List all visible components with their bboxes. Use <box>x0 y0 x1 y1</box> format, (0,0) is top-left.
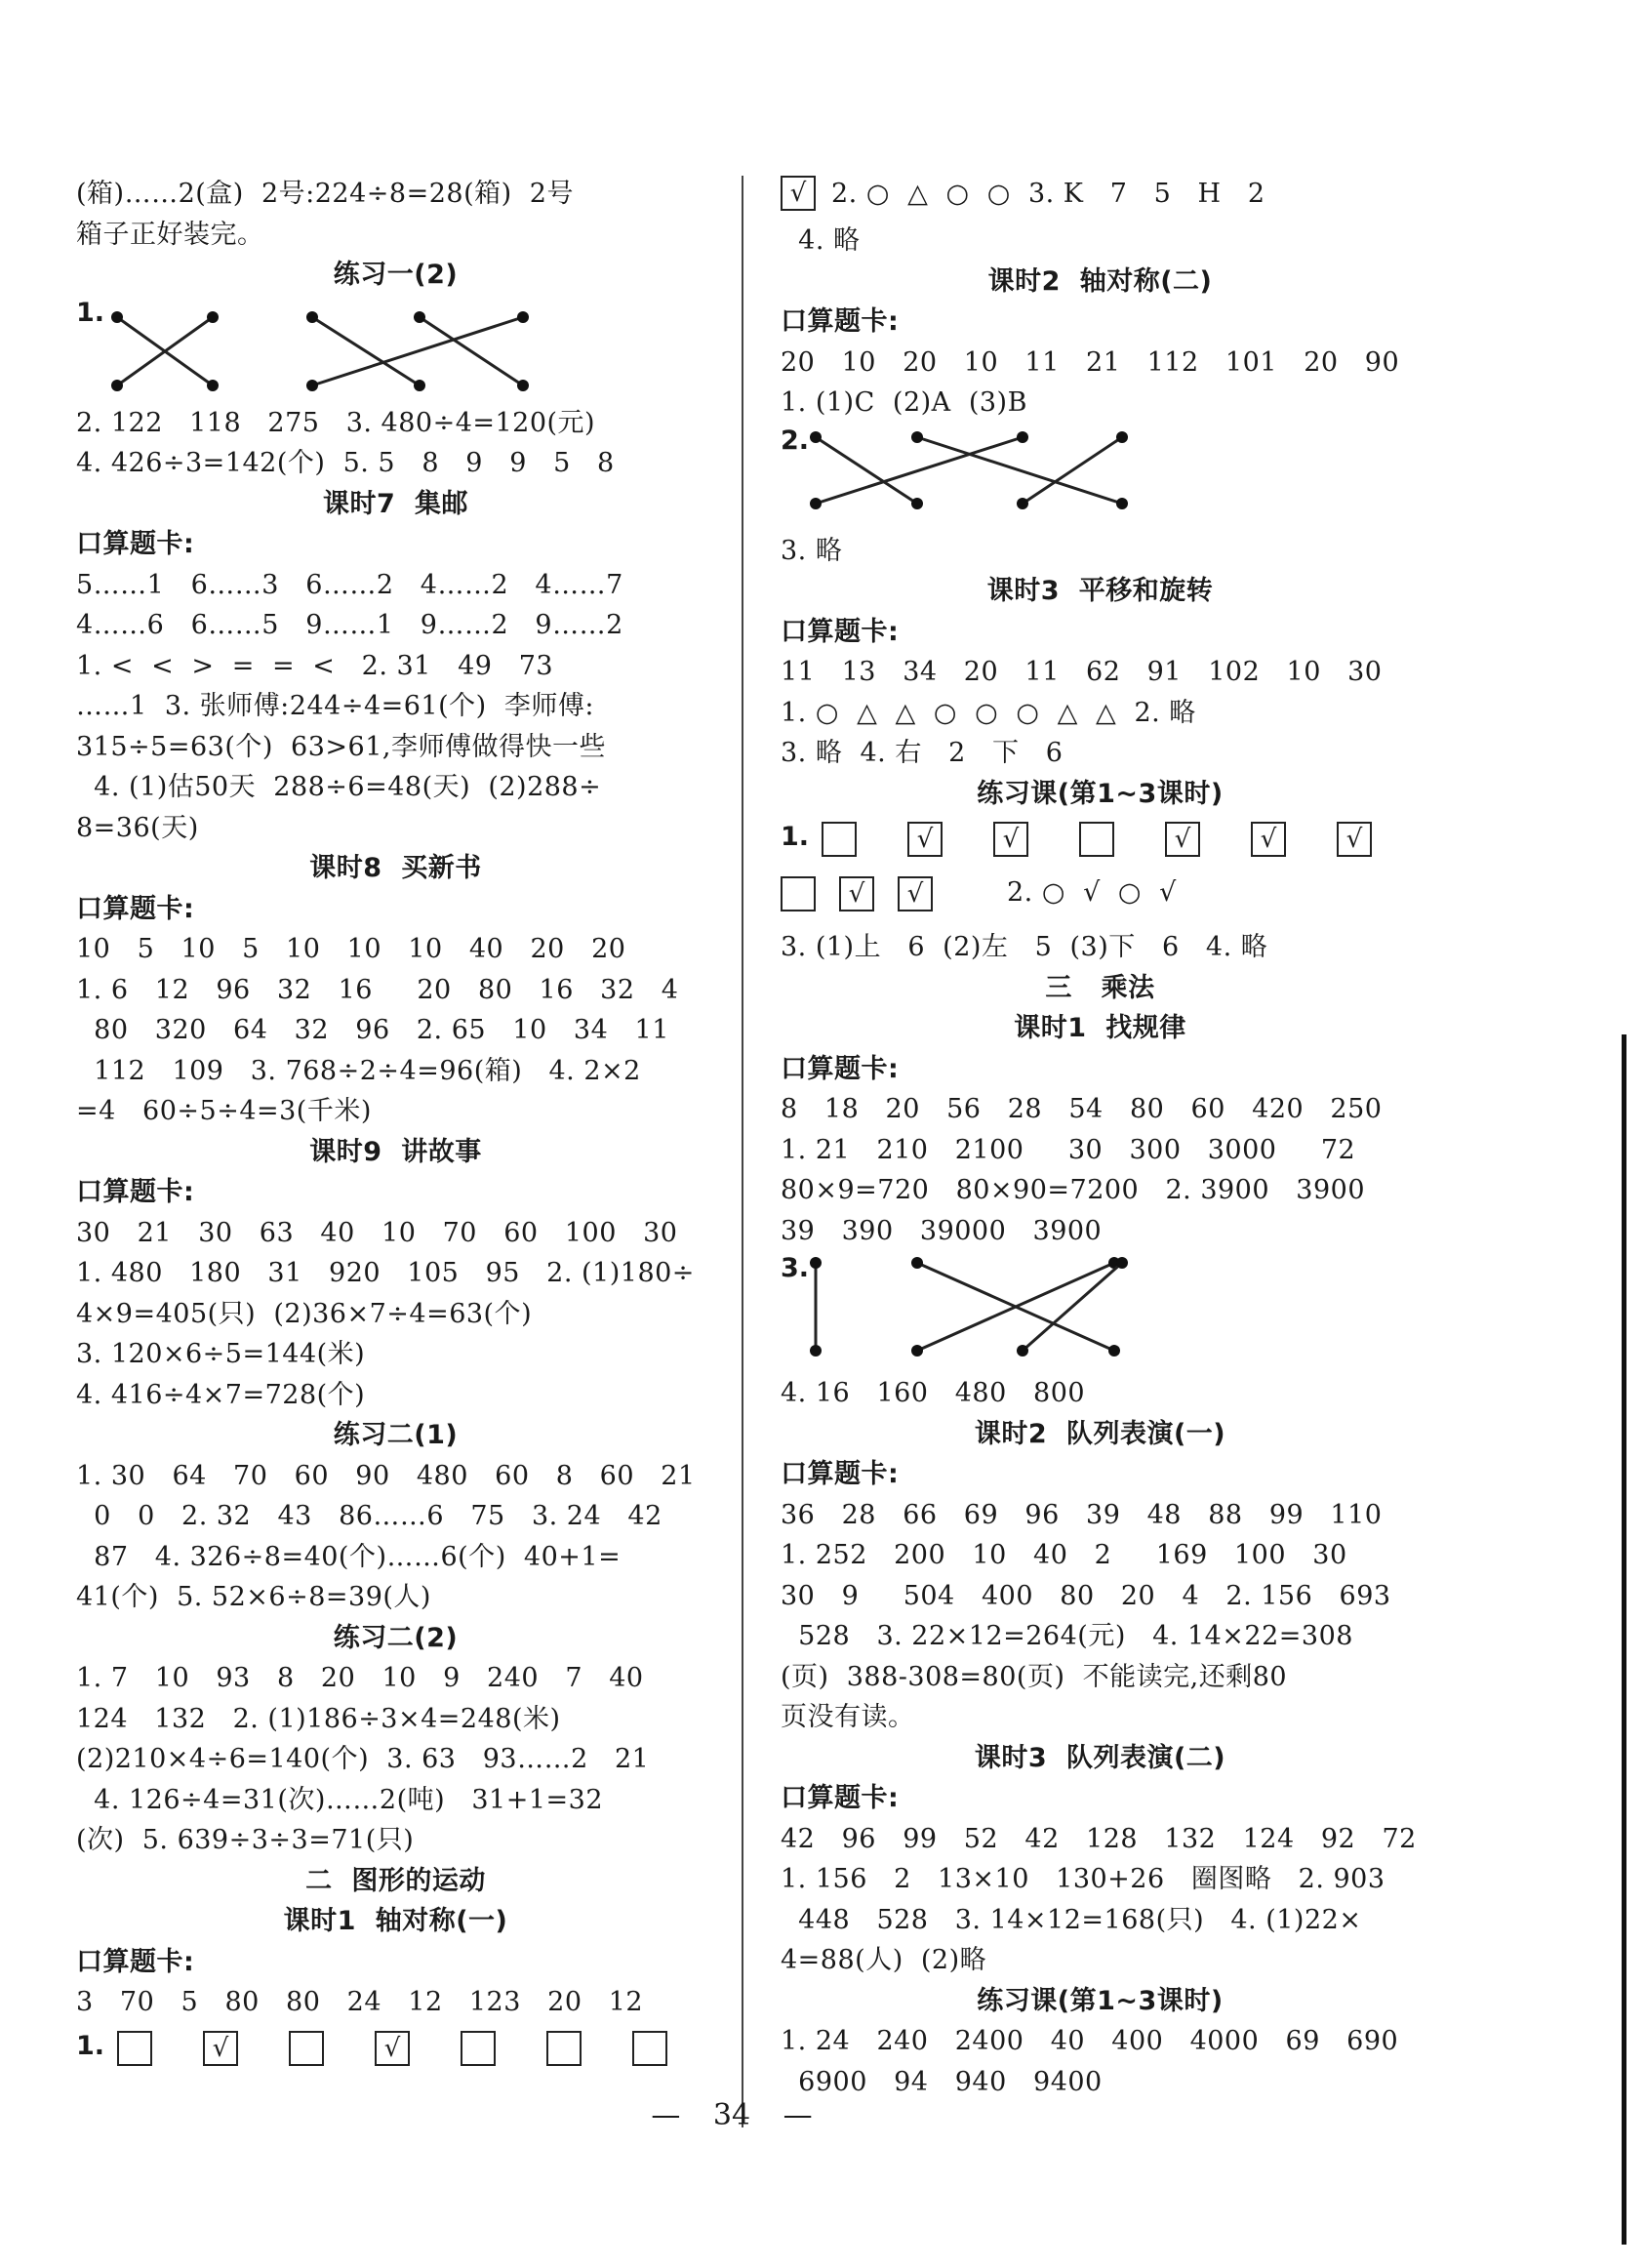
checkmark: √ <box>789 179 807 208</box>
answer-line: 1. 7 10 93 8 20 10 9 240 7 40 <box>76 1663 644 1693</box>
checkmark: √ <box>1345 825 1363 854</box>
answer-checkbox <box>203 2031 238 2066</box>
answer-line: 8 18 20 56 28 54 80 60 420 250 <box>781 1094 1383 1124</box>
answer-line: 4. (1)估50天 288÷6=48(天) (2)288÷ <box>76 772 602 802</box>
answer-line: 5……1 6……3 6……2 4……2 4……7 <box>76 569 623 600</box>
answer-line: ……1 3. 张师傅:244÷4=61(个) 李师傅: <box>76 691 594 721</box>
answer-line: 3. 120×6÷5=144(米) <box>76 1339 366 1369</box>
answer-line <box>781 302 1420 343</box>
connector-dot <box>1116 431 1128 443</box>
connector-dot <box>1017 1345 1028 1357</box>
answer-checkbox <box>117 2031 152 2066</box>
matching-diagram <box>781 424 1420 531</box>
matching-diagram <box>781 1251 1420 1373</box>
connector-dot <box>306 380 318 391</box>
answer-line: 4×9=405(只) (2)36×7÷4=63(个) <box>76 1298 533 1329</box>
answer-line: 39 390 39000 3900 <box>781 1215 1103 1246</box>
connector-dot <box>810 1257 822 1269</box>
answer-line: 4. 126÷4=31(次)……2(吨) 31+1=32 <box>76 1784 604 1815</box>
section-heading: 三 乘法 <box>1045 972 1155 1003</box>
connector-dot <box>414 380 425 391</box>
answer-line: 4……6 6……5 9……1 9……2 9……2 <box>76 610 623 640</box>
checkmark: √ <box>383 2033 401 2063</box>
answer-line: 1. ○ △ △ ○ ○ ○ △ △ 2. 略 <box>781 697 1196 728</box>
question-number: 1. <box>76 297 105 328</box>
connector-dot <box>810 431 822 443</box>
answer-checkbox <box>1079 822 1114 857</box>
answer-line: 3. 略 <box>781 535 843 566</box>
checkbox-row <box>781 174 1420 221</box>
answer-line <box>76 524 715 565</box>
answer-line: 8=36(天) <box>76 812 199 843</box>
answer-line <box>76 889 715 930</box>
answer-checkbox <box>1337 822 1372 857</box>
answer-line <box>781 612 1420 653</box>
answer-line: 3. (1)上 6 (2)左 5 (3)下 6 4. 略 <box>781 932 1268 962</box>
answer-line <box>76 1942 715 1983</box>
checkbox-row <box>781 871 1420 927</box>
connector-line <box>816 437 917 504</box>
answer-line: 30 9 504 400 80 20 4 2. 156 693 <box>781 1580 1391 1611</box>
answer-checkbox <box>898 876 933 911</box>
connector-line <box>816 437 1023 504</box>
connector-dot <box>207 380 219 391</box>
connector-dot <box>517 311 529 323</box>
question-number: 2. <box>781 425 810 456</box>
answer-checkbox <box>822 822 857 857</box>
checkmark: √ <box>916 825 934 854</box>
section-heading: 课时1 轴对称(一) <box>283 1906 508 1936</box>
connector-dot <box>414 311 425 323</box>
answer-line: 1. (1)C (2)A (3)B <box>781 387 1027 418</box>
section-heading: 课时2 轴对称(二) <box>987 265 1213 297</box>
connector-line <box>917 437 1122 504</box>
answer-checkbox <box>1165 822 1200 857</box>
answer-line: 1. 30 64 70 60 90 480 60 8 60 21 <box>76 1460 696 1491</box>
answer-line: 1. 24 240 2400 40 400 4000 69 690 <box>781 2026 1399 2056</box>
checkmark: √ <box>848 879 865 909</box>
answer-line: 箱子正好装完。 <box>76 219 264 250</box>
answer-checkbox <box>781 876 816 911</box>
connector-dot <box>207 311 219 323</box>
connector-dot <box>1116 1257 1128 1269</box>
answer-line <box>781 1049 1420 1090</box>
right-column <box>781 174 1420 2102</box>
matching-diagram <box>76 296 715 403</box>
answer-line: 2. 122 118 275 3. 480÷4=120(元) <box>76 407 596 438</box>
answer-line: 页没有读。 <box>781 1702 915 1732</box>
connector-dot <box>1116 498 1128 509</box>
answer-checkbox <box>375 2031 410 2066</box>
connector-dot <box>306 311 318 323</box>
card-label: 口算题卡: <box>76 893 195 924</box>
connector-dot <box>911 1257 923 1269</box>
card-label: 口算题卡: <box>76 1946 195 1977</box>
answer-checkbox <box>1251 822 1286 857</box>
answer-line: 11 13 34 20 11 62 91 102 10 30 <box>781 657 1383 687</box>
section-heading: 课时8 买新书 <box>309 853 482 883</box>
answer-line: 2. ○ △ ○ ○ 3. K 7 5 H 2 <box>831 179 1265 209</box>
answer-line <box>76 1172 715 1213</box>
answer-checkbox <box>781 176 816 211</box>
card-label: 口算题卡: <box>76 1177 195 1207</box>
connector-line <box>1023 1263 1122 1351</box>
connector-dot <box>1017 498 1028 509</box>
answer-line: 41(个) 5. 52×6÷8=39(人) <box>76 1582 431 1612</box>
answer-line <box>781 1778 1420 1819</box>
section-heading: 二 图形的运动 <box>305 1865 486 1896</box>
answer-line <box>781 1454 1420 1495</box>
connector-dot <box>111 380 123 391</box>
answer-checkbox <box>839 876 874 911</box>
answer-line: 0 0 2. 32 43 86……6 75 3. 24 42 <box>76 1501 662 1531</box>
card-label: 口算题卡: <box>781 1783 900 1813</box>
question-number: 3. <box>781 1253 810 1283</box>
connector-line <box>312 317 420 385</box>
page-edge-line <box>1622 1034 1626 2245</box>
card-label: 口算题卡: <box>76 529 195 559</box>
answer-line: 4. 426÷3=142(个) 5. 5 8 9 9 5 8 <box>76 448 615 478</box>
section-heading: 练习一(2) <box>333 260 459 290</box>
connector-line <box>1023 437 1122 504</box>
answer-line: 30 21 30 63 40 10 70 60 100 30 <box>76 1217 678 1248</box>
checkmark: √ <box>1174 825 1191 854</box>
connector-line <box>312 317 523 385</box>
card-label: 口算题卡: <box>781 306 900 337</box>
connector-line <box>420 317 523 385</box>
section-heading: 课时1 找规律 <box>1014 1013 1186 1043</box>
connector-dot <box>1108 1345 1120 1357</box>
answer-line: 1. 21 210 2100 30 300 3000 72 <box>781 1134 1356 1165</box>
answer-line: 4=88(人) (2)略 <box>781 1945 987 1975</box>
answer-line: 42 96 99 52 42 128 132 124 92 72 <box>781 1823 1417 1854</box>
answer-line: 10 5 10 5 10 10 10 40 20 20 <box>76 934 626 964</box>
answer-line: 1. 156 2 13×10 130+26 圈图略 2. 903 <box>781 1864 1385 1894</box>
answer-line: 315÷5=63(个) 63>61,李师傅做得快一些 <box>76 731 606 762</box>
answer-line: 112 109 3. 768÷2÷4=96(箱) 4. 2×2 <box>76 1055 641 1086</box>
matching-lines <box>781 1251 1405 1373</box>
section-heading: 练习二(1) <box>333 1420 459 1450</box>
section-heading: 课时3 平移和旋转 <box>986 576 1214 606</box>
card-label: 口算题卡: <box>781 1053 900 1084</box>
section-heading: 练习课(第1~3课时) <box>977 778 1224 809</box>
answer-line: 1. < < > = = < 2. 31 49 73 <box>76 650 554 681</box>
answer-line: 3. 略 4. 右 2 下 6 <box>781 738 1064 768</box>
answer-line: 36 28 66 69 96 39 48 88 99 110 <box>781 1499 1383 1530</box>
connector-dot <box>911 1345 923 1357</box>
checkmark: √ <box>212 2033 229 2063</box>
connector-dot <box>517 380 529 391</box>
section-heading: 课时2 队列表演(一) <box>974 1418 1226 1449</box>
connector-dot <box>911 431 923 443</box>
matching-lines <box>76 296 701 403</box>
section-heading: 课时7 集邮 <box>322 488 469 519</box>
answer-line: 4. 416÷4×7=728(个) <box>76 1379 366 1410</box>
answer-line: 80 320 64 32 96 2. 65 10 34 11 <box>76 1015 669 1045</box>
checkmark: √ <box>906 879 924 909</box>
answer-line: (次) 5. 639÷3÷3=71(只) <box>76 1825 415 1855</box>
connector-dot <box>810 498 822 509</box>
section-heading: 课时9 讲故事 <box>309 1136 482 1167</box>
answer-line: (2)210×4÷6=140(个) 3. 63 93……2 21 <box>76 1744 650 1774</box>
answer-line: 20 10 20 10 11 21 112 101 20 90 <box>781 346 1400 378</box>
section-heading: 练习课(第1~3课时) <box>977 1985 1224 2016</box>
connector-dot <box>111 311 123 323</box>
answer-line: 4. 16 160 480 800 <box>781 1378 1086 1408</box>
answer-line: 124 132 2. (1)186÷3×4=248(米) <box>76 1703 561 1734</box>
connector-dot <box>810 1345 822 1357</box>
left-column <box>76 174 715 2080</box>
answer-checkbox <box>546 2031 582 2066</box>
column-divider <box>742 176 743 2127</box>
checkmark: √ <box>1002 825 1020 854</box>
question-number: 1. <box>76 2030 105 2061</box>
answer-checkbox <box>907 822 943 857</box>
checkmark: √ <box>1260 825 1277 854</box>
answer-checkbox <box>632 2031 667 2066</box>
answer-line: 1. 252 200 10 40 2 169 100 30 <box>781 1540 1347 1570</box>
answer-checkbox <box>993 822 1028 857</box>
checkbox-row <box>76 2023 715 2080</box>
page-number: — 34 — <box>651 2098 813 2132</box>
connector-dot <box>911 498 923 509</box>
card-label: 口算题卡: <box>781 1459 900 1489</box>
answer-line: (箱)……2(盒) 2号:224÷8=28(箱) 2号 <box>76 179 574 209</box>
question-number: 1. <box>781 822 810 852</box>
answer-line: 6900 94 940 9400 <box>781 2066 1103 2097</box>
answer-line: (页) 388-308=80(页) 不能读完,还剩80 <box>781 1661 1288 1692</box>
answer-line: =4 60÷5÷4=3(千米) <box>76 1096 372 1126</box>
card-label: 口算题卡: <box>781 616 900 647</box>
section-heading: 练习二(2) <box>333 1622 459 1653</box>
answer-line: 80×9=720 80×90=7200 2. 3900 3900 <box>781 1175 1365 1205</box>
answer-line: 1. 480 180 31 920 105 95 2. (1)180÷ <box>76 1258 695 1288</box>
section-heading: 课时3 队列表演(二) <box>974 1742 1226 1773</box>
answer-checkbox <box>289 2031 324 2066</box>
answer-line: 1. 6 12 96 32 16 20 80 16 32 4 <box>76 974 679 1005</box>
answer-checkbox <box>461 2031 496 2066</box>
answer-line: 448 528 3. 14×12=168(只) 4. (1)22× <box>781 1904 1362 1935</box>
answer-line: 2. ○ √ ○ √ <box>1007 877 1177 908</box>
answer-line: 3 70 5 80 80 24 12 123 20 12 <box>76 1987 644 2017</box>
connector-dot <box>1017 431 1028 443</box>
answer-line: 4. 略 <box>781 225 861 256</box>
answer-line: 87 4. 326÷8=40(个)……6(个) 40+1= <box>76 1541 622 1572</box>
matching-lines <box>781 424 1405 531</box>
checkbox-row <box>781 814 1420 871</box>
answer-line: 528 3. 22×12=264(元) 4. 14×22=308 <box>781 1621 1353 1651</box>
